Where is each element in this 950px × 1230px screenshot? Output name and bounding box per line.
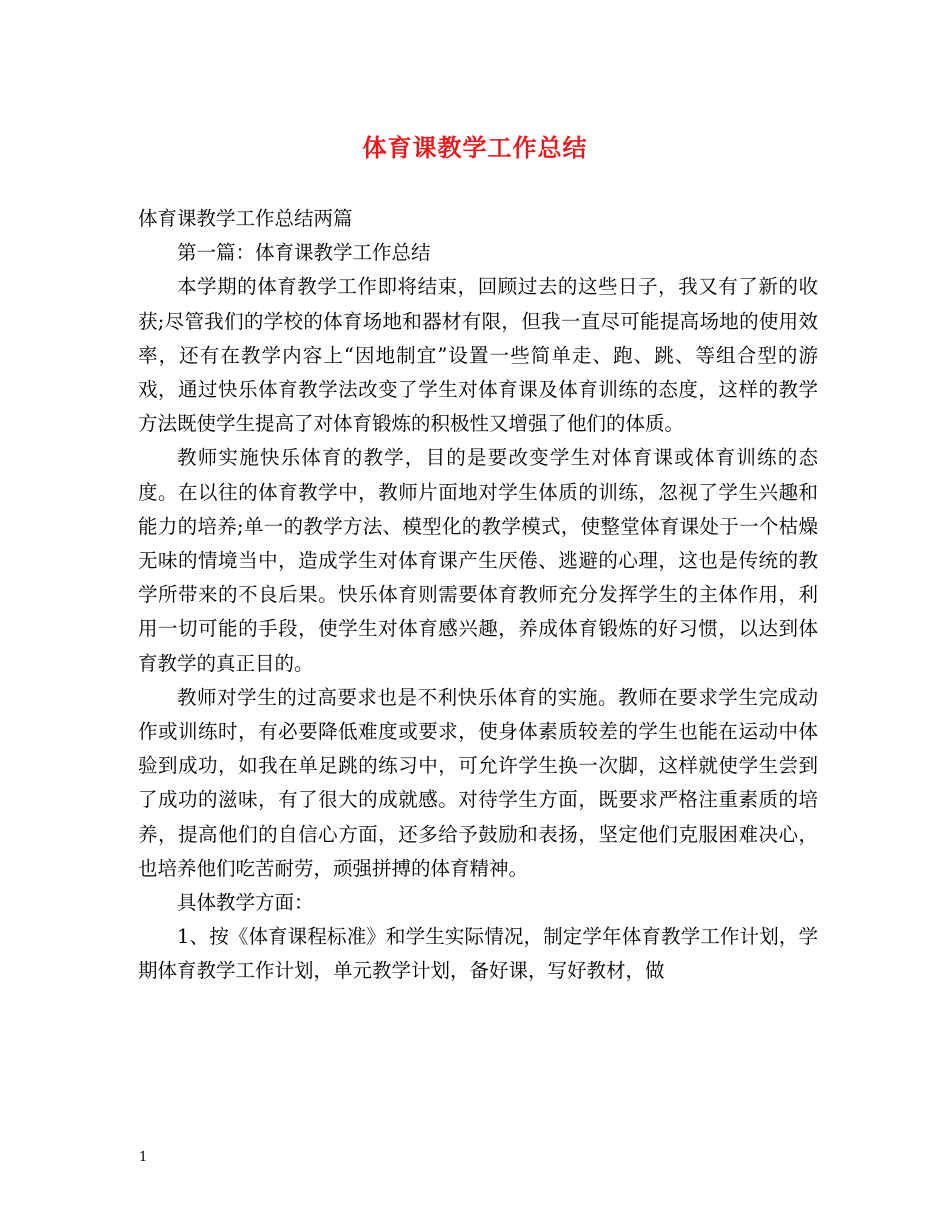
body-paragraph: 教师实施快乐体育的教学，目的是要改变学生对体育课或体育训练的态度。在以往的体育教学中，教师片面地对学生体质的训练，忽视了学生兴趣和能力的培养;单一的教学方法、模型化的教学模式，使整堂体育课处于一个枯燥无味的情境当中，造成学生对体育课产生厌倦、逃避的心理，这也是传统的教学所带来的不良后果。快乐体育则需要体育教师充分发挥学生的主体作用，利用一切可能的手段，使学生对体育感兴趣，养成体育锻炼的好习惯，以达到体育教学的真正目的。 (138, 446, 818, 675)
document-body (138, 202, 818, 989)
body-paragraph: 教师对学生的过高要求也是不利快乐体育的实施。教师在要求学生完成动作或训练时，有必要降低难度或要求，使身体素质较差的学生也能在运动中体验到成功，如我在单足跳的练习中，可允许学生换一次脚，这样就使学生尝到了成功的滋味，有了很大的成就感。对待学生方面，既要求严格注重素质的培养，提高他们的自信心方面，还多给予鼓励和表扬，坚定他们克服困难决心，也培养他们吃苦耐劳，顽强拼搏的体育精神。 (138, 685, 818, 880)
document-title: 体育课教学工作总结 (362, 133, 588, 162)
body-paragraph: 1、按《体育课程标准》和学生实际情况，制定学年体育教学工作计划，学期体育教学工作计划，单元教学计划，备好课，写好教材，做 (138, 925, 818, 983)
body-paragraph: 本学期的体育教学工作即将结束，回顾过去的这些日子，我又有了新的收获;尽管我们的学校的体育场地和器材有限，但我一直尽可能提高场地的使用效率，还有在教学内容上“因地制宜”设置一些简单走、跑、跳、等组合型的游戏，通过快乐体育教学法改变了学生对体育课及体育训练的态度，这样的教学方法既使学生提高了对体育锻炼的积极性又增强了他们的体质。 (138, 275, 818, 436)
section-heading: 第一篇：体育课教学工作总结 (177, 241, 431, 265)
subsection-heading: 具体教学方面： (177, 891, 314, 915)
page-number: 1 (139, 1150, 148, 1165)
subtitle-paragraph: 体育课教学工作总结两篇 (138, 207, 353, 230)
